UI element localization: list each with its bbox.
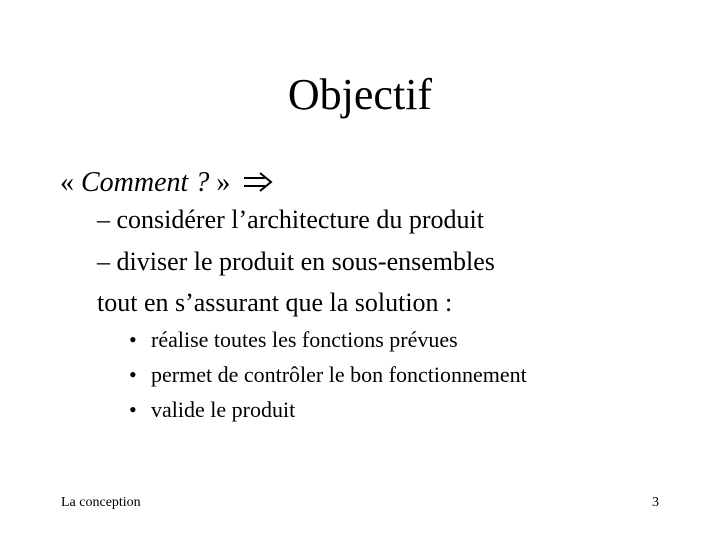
list-item-text: permet de contrôler le bon fonctionnement bbox=[151, 362, 527, 387]
list-item-text: valide le produit bbox=[151, 397, 296, 422]
close-quote: » bbox=[216, 167, 231, 198]
condition-line: tout en s’assurant que la solution : bbox=[97, 288, 453, 317]
slide-title: Objectif bbox=[287, 70, 433, 119]
bullet-icon: • bbox=[129, 397, 137, 422]
list-item-text: réalise toutes les fonctions prévues bbox=[151, 327, 458, 352]
question-line bbox=[60, 166, 273, 202]
open-quote: « bbox=[60, 167, 74, 198]
footer-label: La conception bbox=[61, 495, 141, 510]
list-item bbox=[129, 326, 458, 354]
list-item bbox=[129, 361, 527, 389]
list-item bbox=[129, 396, 295, 424]
question-label: Comment ? bbox=[81, 167, 210, 198]
implies-arrow-icon bbox=[243, 168, 273, 202]
bullet-icon: • bbox=[129, 362, 137, 387]
bullet-icon: • bbox=[129, 327, 137, 352]
dash-item: – diviser le produit en sous-ensembles bbox=[97, 247, 495, 276]
page-number: 3 bbox=[652, 495, 659, 510]
dash-item: – considérer l’architecture du produit bbox=[97, 205, 484, 234]
